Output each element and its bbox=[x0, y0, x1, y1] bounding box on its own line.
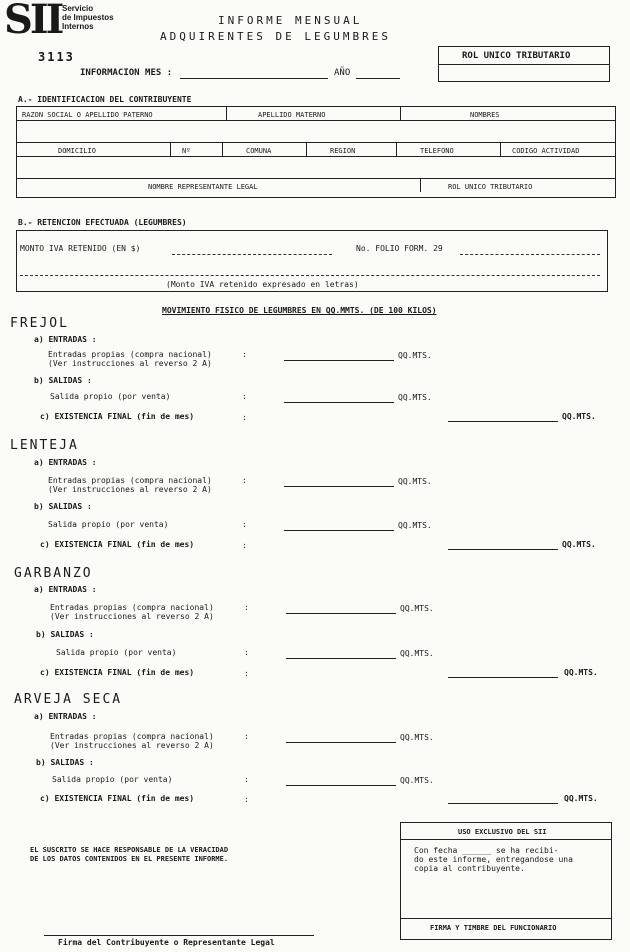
garbanzo-salida-propio-label: Salida propio (por venta) bbox=[56, 648, 177, 657]
arveja-existencia-label: c) EXISTENCIA FINAL (fin de mes) bbox=[40, 794, 195, 803]
frejol-entradas-propias-label: Entradas propias (compra nacional) (Ver instrucciones al reverso 2 A) bbox=[48, 350, 212, 368]
declaration-text: EL SUSCRITO SE HACE RESPONSABLE DE LA VERACIDAD DE LOS DATOS CONTENIDOS EN EL PRESENTE INFORME. bbox=[30, 846, 229, 863]
sii-logo-subtitle: Servicio de Impuestos Internos bbox=[62, 4, 114, 31]
monto-letras-field[interactable] bbox=[20, 275, 600, 276]
form-page: SII Servicio de Impuestos Internos INFORME MENSUAL ADQUIRENTES DE LEGUMBRES 3113 INFORMACION MES : AÑO ROL UNICO TRIBUTARIO A.- IDENTIFICACION DEL CONTRIBUYENTE RAZON SOCIAL O APELLIDO PATERNO APELLIDO MATERNO NOMBRES DOMICILIO Nº COMUNA REGION TELEFONO CODIGO ACTIVIDAD NOMBRE REPRESENTANTE LEGAL ROL UNICO TRIBUTARIO B.- RETENCION EFECTUADA (LEGUMBRES) MONTO IVA RETENIDO (EN $) No. FOLIO FORM. 29 (Monto IVA retenido expresado en letras) MOVIMIENTO FISICO DE LEGUMBRES EN QQ.MMTS. (DE 100 KILOS) FREJOL a) ENTRADAS : Entradas propias (compra nacional) (Ver instrucciones al reverso 2 A) : QQ.MTS. b) SALIDAS : Salida propio (por venta) : QQ.MTS. c) EXISTENCIA FINAL (fin de mes) : QQ.MTS. LENTEJA a) ENTRADAS : Entradas propias (compra nacional) (Ver instrucciones al reverso 2 A) : QQ.MTS. b) SALIDAS : Salida propio (por venta) : QQ.MTS. c) EXISTENCIA FINAL (fin de mes) : QQ.MTS. GARBANZO a) ENTRADAS : Entradas propias (compra nacional) (Ver instrucciones al reverso 2 A) : QQ.MTS. b) SALIDAS : Salida propio (por venta) : QQ.MTS. c) EXISTENCIA FINAL (fin de mes) : QQ.MTS. ARVEJA SECA a) ENTRADAS : Entradas propias (compra nacional) (Ver instrucciones al reverso 2 A) : QQ.MTS. b) SALIDAS : Salida propio (por venta) : QQ.MTS. c) EXISTENCIA FINAL (fin de mes) : QQ.MTS. EL SUSCRITO SE HACE RESPONSABLE DE LA VERACIDAD DE LOS DATOS CONTENIDOS EN EL PRESENTE INFORME. USO EXCLUSIVO DEL SII Con fecha ______ se ha recibi- do este informe, entregandose una copia al contribuyente. FIRMA Y TIMBRE DEL FUNCIONARIO Firma del Contribuyente o Representante Legal bbox=[0, 0, 630, 952]
lenteja-entradas-label: a) ENTRADAS : bbox=[34, 458, 97, 467]
lenteja-entradas-field[interactable] bbox=[284, 486, 394, 487]
rut-box-label: ROL UNICO TRIBUTARIO bbox=[462, 51, 571, 61]
frejol-salidas-field[interactable] bbox=[284, 402, 394, 403]
lenteja-entradas-propias-label: Entradas propias (compra nacional) (Ver instrucciones al reverso 2 A) bbox=[48, 476, 212, 494]
monto-iva-field[interactable] bbox=[172, 254, 332, 255]
section-b-title: B.- RETENCION EFECTUADA (LEGUMBRES) bbox=[18, 218, 187, 227]
product-arveja-seca-title: ARVEJA SECA bbox=[14, 692, 123, 707]
info-month-field[interactable] bbox=[180, 78, 328, 79]
label-numero: Nº bbox=[182, 147, 191, 155]
folio-field[interactable] bbox=[460, 254, 600, 255]
lenteja-salidas-field[interactable] bbox=[284, 530, 394, 531]
arveja-entradas-propias-label: Entradas propias (compra nacional) (Ver instrucciones al reverso 2 A) bbox=[50, 732, 214, 750]
form-title-line2: ADQUIRENTES DE LEGUMBRES bbox=[160, 30, 391, 43]
product-frejol-title: FREJOL bbox=[10, 316, 69, 331]
label-apellido-materno: APELLIDO MATERNO bbox=[258, 111, 326, 119]
label-razon-social: RAZON SOCIAL O APELLIDO PATERNO bbox=[22, 111, 153, 119]
year-field[interactable] bbox=[356, 78, 400, 79]
garbanzo-existencia-label: c) EXISTENCIA FINAL (fin de mes) bbox=[40, 668, 195, 677]
sii-signature-line[interactable] bbox=[400, 918, 612, 919]
arveja-entradas-label: a) ENTRADAS : bbox=[34, 712, 97, 721]
form-number: 3113 bbox=[38, 50, 75, 64]
section-a-title: A.- IDENTIFICACION DEL CONTRIBUYENTE bbox=[18, 95, 192, 104]
rut-box-divider bbox=[438, 64, 610, 65]
frejol-entradas-field[interactable] bbox=[284, 360, 394, 361]
product-lenteja-title: LENTEJA bbox=[10, 438, 79, 453]
label-codigo-actividad: CODIGO ACTIVIDAD bbox=[512, 147, 580, 155]
signature-label: Firma del Contribuyente o Representante Legal bbox=[58, 938, 275, 947]
frejol-entradas-label: a) ENTRADAS : bbox=[34, 335, 97, 344]
label-representante-legal: NOMBRE REPRESENTANTE LEGAL bbox=[148, 183, 258, 191]
sii-box-footer: FIRMA Y TIMBRE DEL FUNCIONARIO bbox=[430, 924, 557, 932]
label-telefono: TELEFONO bbox=[420, 147, 454, 155]
frejol-salidas-label: b) SALIDAS : bbox=[34, 376, 92, 385]
taxpayer-signature-line[interactable] bbox=[44, 935, 314, 936]
arveja-salidas-field[interactable] bbox=[286, 785, 396, 786]
label-domicilio: DOMICILIO bbox=[58, 147, 96, 155]
product-garbanzo-title: GARBANZO bbox=[14, 566, 93, 581]
garbanzo-entradas-propias-label: Entradas propias (compra nacional) (Ver instrucciones al reverso 2 A) bbox=[50, 603, 214, 621]
sii-box-text: Con fecha ______ se ha recibi- do este informe, entregandose una copia al contribuyente. bbox=[414, 846, 573, 873]
label-comuna: COMUNA bbox=[246, 147, 272, 155]
garbanzo-entradas-field[interactable] bbox=[286, 613, 396, 614]
lenteja-salidas-label: b) SALIDAS : bbox=[34, 502, 92, 511]
arveja-existencia-field[interactable] bbox=[448, 803, 558, 804]
movement-title: MOVIMIENTO FISICO DE LEGUMBRES EN QQ.MMTS. (DE 100 KILOS) bbox=[162, 306, 437, 315]
label-monto-letras: (Monto IVA retenido expresado en letras) bbox=[166, 280, 359, 289]
label-rut-representante: ROL UNICO TRIBUTARIO bbox=[448, 183, 533, 191]
arveja-salida-propio-label: Salida propio (por venta) bbox=[52, 775, 173, 784]
label-monto-iva: MONTO IVA RETENIDO (EN $) bbox=[20, 244, 141, 253]
garbanzo-entradas-label: a) ENTRADAS : bbox=[34, 585, 97, 594]
sii-logo: SII bbox=[4, 0, 62, 43]
garbanzo-salidas-label: b) SALIDAS : bbox=[36, 630, 94, 639]
year-label: AÑO bbox=[334, 68, 351, 78]
label-folio: No. FOLIO FORM. 29 bbox=[356, 244, 443, 253]
garbanzo-existencia-field[interactable] bbox=[448, 677, 558, 678]
lenteja-existencia-field[interactable] bbox=[448, 549, 558, 550]
sii-box-title: USO EXCLUSIVO DEL SII bbox=[458, 828, 547, 836]
info-month-label: INFORMACION MES : bbox=[80, 68, 173, 78]
frejol-salida-propio-label: Salida propio (por venta) bbox=[50, 392, 171, 401]
form-title-line1: INFORME MENSUAL bbox=[218, 14, 363, 27]
frejol-existencia-label: c) EXISTENCIA FINAL (fin de mes) bbox=[40, 412, 195, 421]
frejol-existencia-field[interactable] bbox=[448, 421, 558, 422]
razon-social-field[interactable] bbox=[16, 142, 616, 143]
domicilio-field[interactable] bbox=[16, 178, 616, 179]
lenteja-existencia-label: c) EXISTENCIA FINAL (fin de mes) bbox=[40, 540, 195, 549]
label-region: REGION bbox=[330, 147, 356, 155]
label-nombres: NOMBRES bbox=[470, 111, 500, 119]
lenteja-salida-propio-label: Salida propio (por venta) bbox=[48, 520, 169, 529]
arveja-entradas-field[interactable] bbox=[286, 742, 396, 743]
arveja-salidas-label: b) SALIDAS : bbox=[36, 758, 94, 767]
garbanzo-salidas-field[interactable] bbox=[286, 658, 396, 659]
